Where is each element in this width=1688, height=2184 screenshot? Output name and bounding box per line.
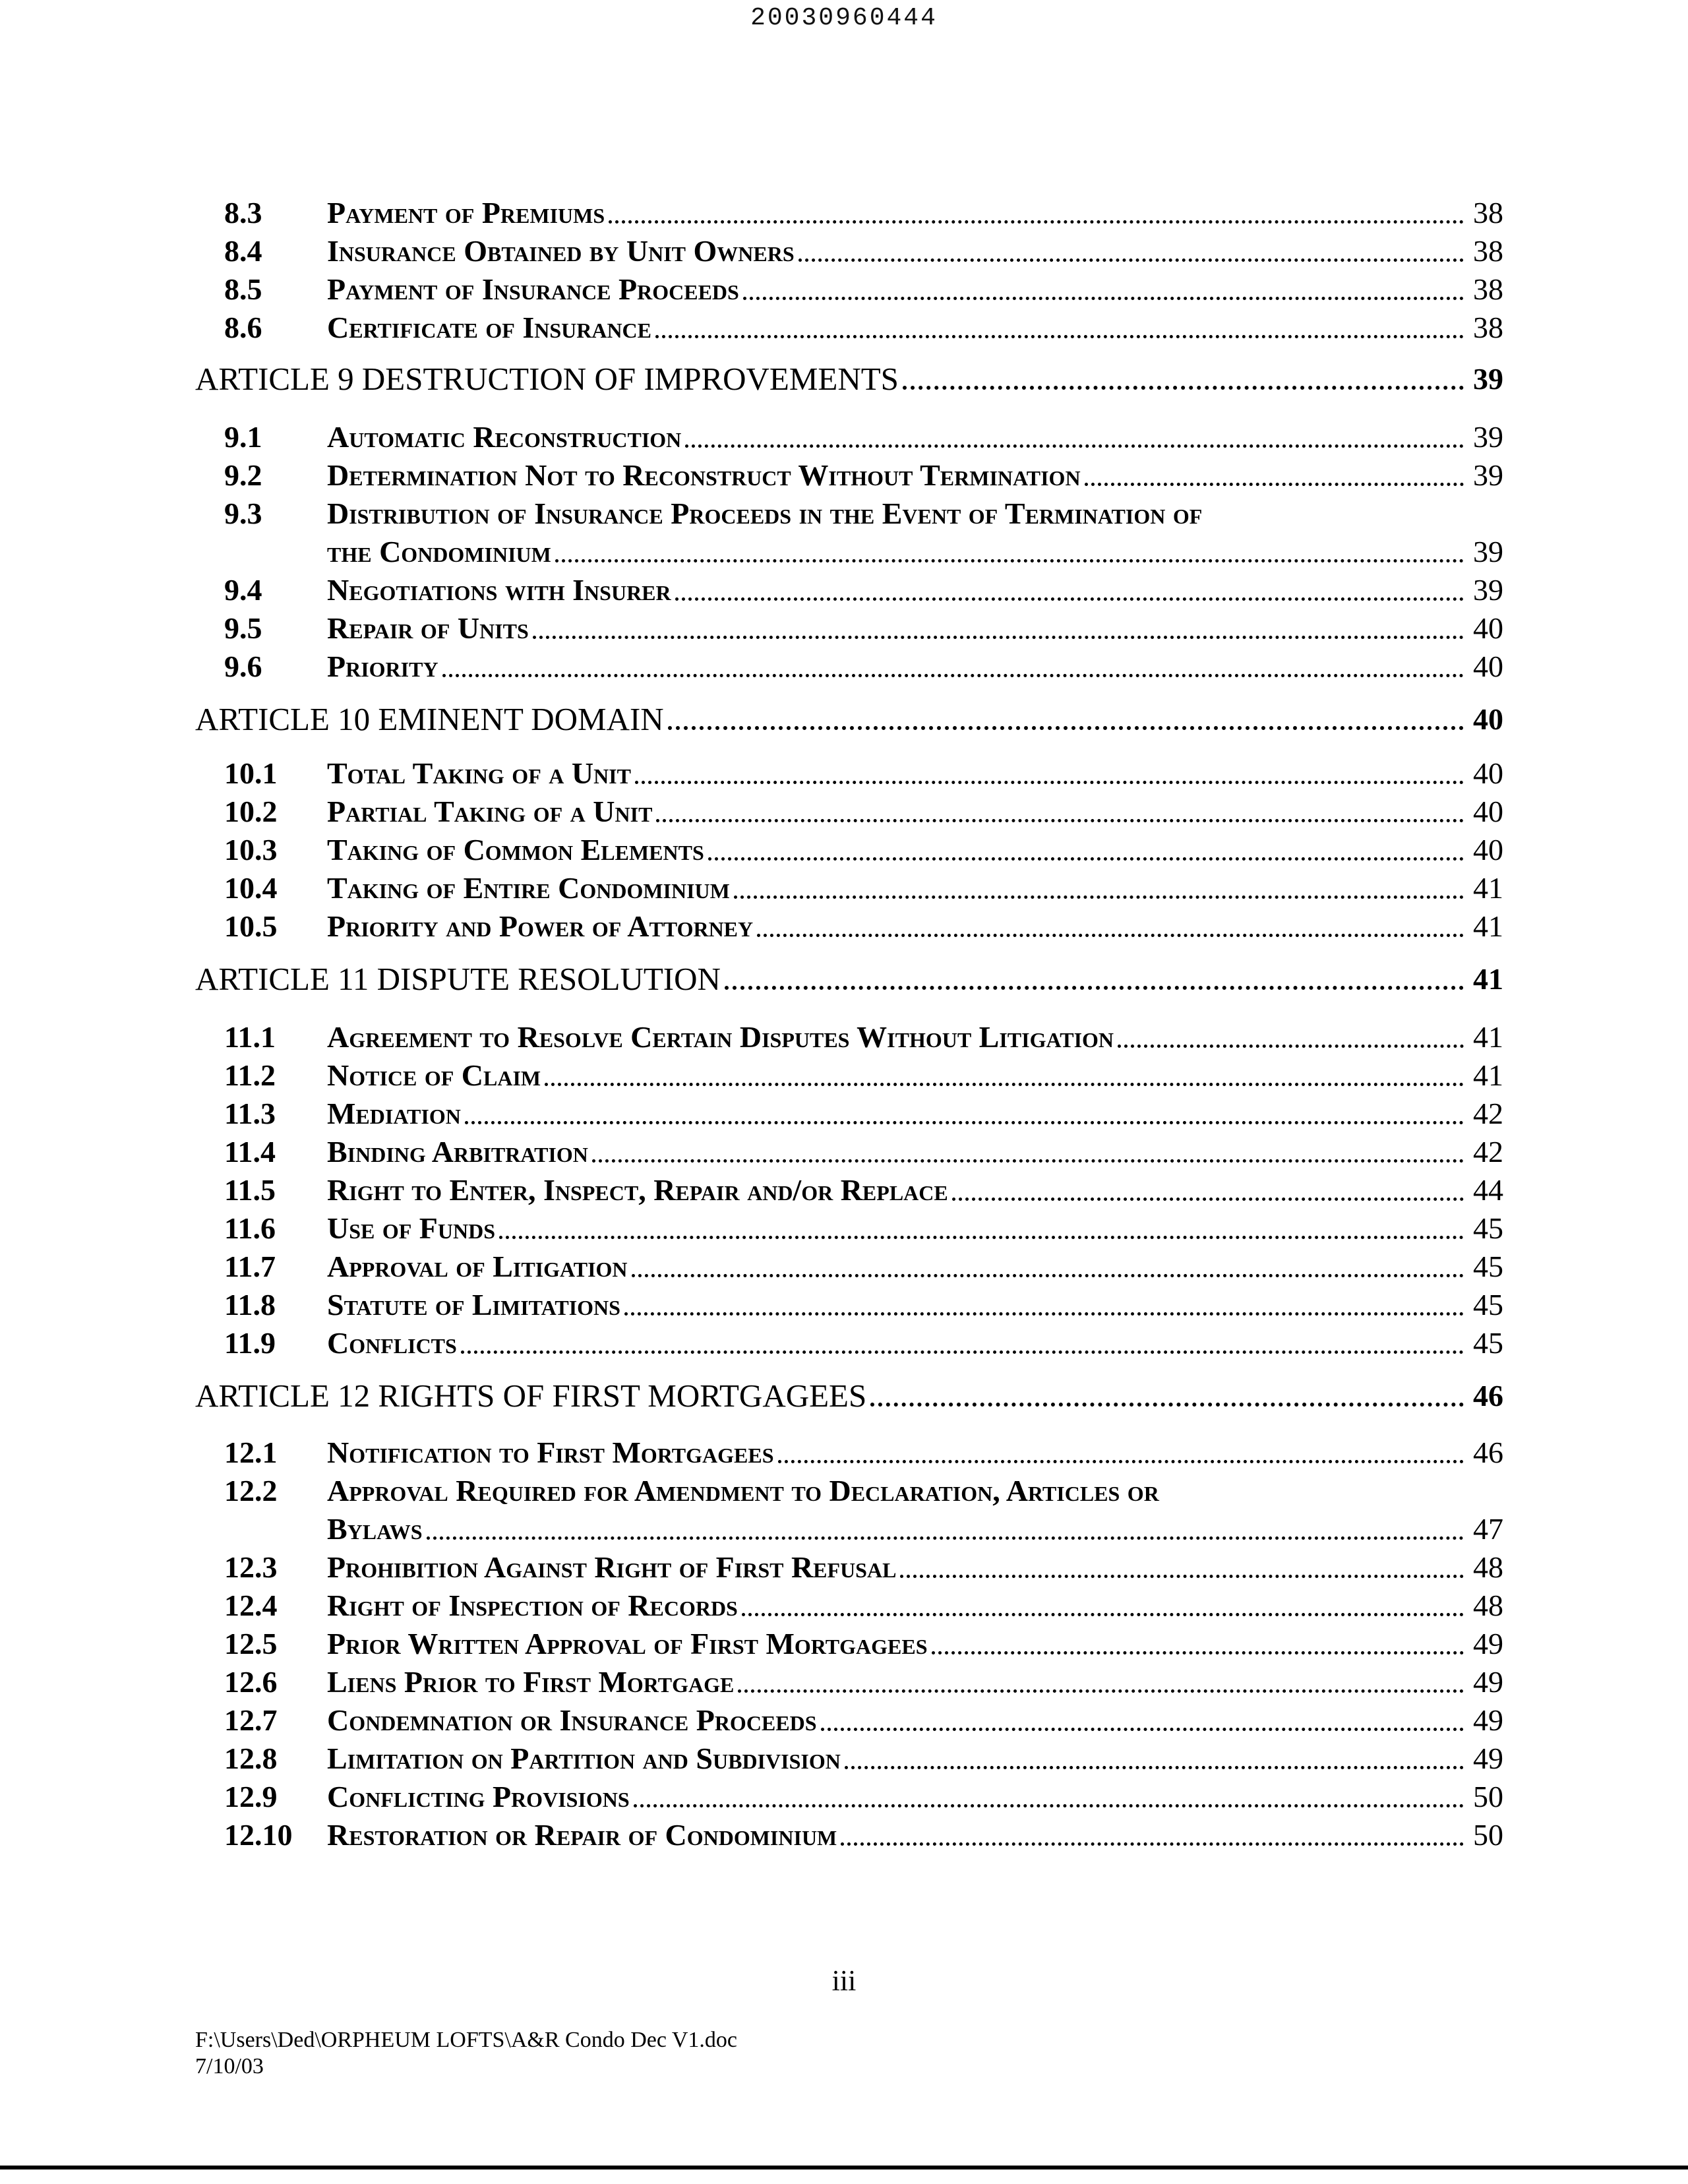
- toc-entry-11-7[interactable]: [224, 1249, 1503, 1285]
- section-number: 9.6: [224, 650, 262, 683]
- section-number: 10.3: [224, 833, 278, 866]
- toc-entry-11-9[interactable]: [224, 1325, 1503, 1361]
- section-title: Conflicts: [327, 1326, 457, 1360]
- toc-entry-8-3[interactable]: [224, 195, 1503, 231]
- toc-entry-8-6[interactable]: [224, 310, 1503, 346]
- section-number: 9.2: [224, 458, 262, 492]
- section-title: Statute of Limitations: [327, 1288, 620, 1321]
- page-ref: 41: [1473, 871, 1503, 905]
- toc-entry-10-1[interactable]: [224, 756, 1503, 791]
- toc-article-9[interactable]: [195, 361, 1503, 397]
- page-ref: 45: [1473, 1288, 1503, 1321]
- toc-entry-9-3-continued[interactable]: [327, 534, 1503, 570]
- section-number: 10.4: [224, 871, 278, 905]
- section-title: Negotiations with Insurer: [327, 573, 671, 607]
- dot-leader: [533, 636, 1464, 639]
- section-number: 12.10: [224, 1818, 293, 1852]
- page-ref: 42: [1473, 1097, 1503, 1130]
- toc-entry-10-4[interactable]: [224, 870, 1503, 906]
- dot-leader: [685, 444, 1464, 448]
- section-number: 11.5: [224, 1173, 276, 1207]
- section-title: Notice of Claim: [327, 1058, 541, 1092]
- toc-entry-11-2[interactable]: [224, 1058, 1503, 1093]
- section-title-line-2: Bylaws: [327, 1512, 423, 1546]
- section-title: Liens Prior to First Mortgage: [327, 1665, 735, 1699]
- page-ref: 41: [1473, 1058, 1503, 1092]
- page-ref: 45: [1473, 1211, 1503, 1245]
- section-title: Taking of Common Elements: [327, 833, 704, 866]
- dot-leader: [545, 1083, 1464, 1086]
- toc-article-12[interactable]: [195, 1378, 1503, 1414]
- page-ref: 48: [1473, 1589, 1503, 1622]
- section-title: Mediation: [327, 1097, 461, 1130]
- toc-entry-9-2[interactable]: [224, 458, 1503, 493]
- dot-leader: [870, 1403, 1464, 1407]
- dot-leader: [799, 258, 1464, 262]
- dot-leader: [442, 674, 1464, 677]
- section-number: 11.9: [224, 1326, 276, 1360]
- toc-entry-11-1[interactable]: [224, 1019, 1503, 1055]
- section-number: 11.4: [224, 1135, 276, 1168]
- dot-leader: [592, 1159, 1464, 1163]
- toc-entry-12-9[interactable]: [224, 1779, 1503, 1815]
- section-number: 11.7: [224, 1250, 276, 1283]
- section-title: Approval of Litigation: [327, 1250, 628, 1283]
- toc-entry-12-1[interactable]: [224, 1435, 1503, 1471]
- section-number: 10.2: [224, 795, 278, 828]
- page-ref: 49: [1473, 1627, 1503, 1660]
- page-ref: 49: [1473, 1665, 1503, 1699]
- page-ref: 44: [1473, 1173, 1503, 1207]
- toc-entry-11-8[interactable]: [224, 1287, 1503, 1323]
- section-number: 11.2: [224, 1058, 276, 1092]
- toc-entry-12-4[interactable]: [224, 1588, 1503, 1623]
- section-number: 12.5: [224, 1627, 278, 1660]
- dot-leader: [461, 1350, 1464, 1354]
- toc-entry-8-4[interactable]: [224, 233, 1503, 269]
- section-title: Automatic Reconstruction: [327, 420, 682, 454]
- toc-entry-12-8[interactable]: [224, 1741, 1503, 1776]
- section-title: Prior Written Approval of First Mortgagees: [327, 1627, 928, 1660]
- toc-entry-10-3[interactable]: [224, 832, 1503, 868]
- section-number: 9.4: [224, 573, 262, 607]
- toc-entry-9-4[interactable]: [224, 572, 1503, 608]
- section-title: Conflicting Provisions: [327, 1780, 630, 1813]
- section-number: 12.1: [224, 1436, 278, 1469]
- section-number: 12.3: [224, 1550, 278, 1584]
- article-title: ARTICLE 10 EMINENT DOMAIN: [195, 701, 664, 737]
- page-ref: 50: [1473, 1818, 1503, 1852]
- page-ref: 40: [1473, 795, 1503, 828]
- section-title: Payment of Premiums: [327, 196, 605, 229]
- toc-entry-11-5[interactable]: [224, 1172, 1503, 1208]
- section-number: 9.3: [224, 497, 262, 530]
- section-number: 9.1: [224, 420, 262, 454]
- toc-entry-10-5[interactable]: [224, 909, 1503, 944]
- dot-leader: [845, 1766, 1464, 1769]
- toc-entry-12-5[interactable]: [224, 1626, 1503, 1662]
- page-ref: 38: [1473, 234, 1503, 268]
- dot-leader: [465, 1121, 1464, 1124]
- toc-entry-9-6[interactable]: [224, 649, 1503, 684]
- dot-leader: [734, 895, 1464, 899]
- toc-entry-8-5[interactable]: [224, 272, 1503, 307]
- page-ref: 39: [1473, 362, 1503, 396]
- toc-entry-12-2[interactable]: [224, 1473, 1503, 1509]
- footer-date: 7/10/03: [195, 2054, 264, 2078]
- section-number: 11.3: [224, 1097, 276, 1130]
- section-title: Total Taking of a Unit: [327, 756, 631, 790]
- section-title: Priority: [327, 650, 438, 683]
- toc-entry-9-5[interactable]: [224, 611, 1503, 646]
- dot-leader: [634, 1804, 1464, 1807]
- dot-leader: [655, 335, 1464, 338]
- section-number: 12.8: [224, 1742, 278, 1775]
- section-title: Notification to First Mortgagees: [327, 1436, 774, 1469]
- section-number: 10.5: [224, 909, 278, 943]
- section-title: Insurance Obtained by Unit Owners: [327, 234, 795, 268]
- toc-entry-11-4[interactable]: [224, 1134, 1503, 1170]
- dot-leader: [725, 986, 1464, 990]
- section-number: 8.3: [224, 196, 262, 229]
- toc-entry-12-10[interactable]: [224, 1817, 1503, 1853]
- section-number: 12.9: [224, 1780, 278, 1813]
- page-ref: 41: [1473, 909, 1503, 943]
- dot-leader: [708, 857, 1464, 861]
- toc-entry-12-7[interactable]: [224, 1703, 1503, 1738]
- toc-article-10[interactable]: [195, 702, 1503, 737]
- section-number: 12.4: [224, 1589, 278, 1622]
- page-ref: 40: [1473, 611, 1503, 645]
- page-ref: 40: [1473, 702, 1503, 736]
- section-title-line-2: the Condominium: [327, 535, 551, 568]
- section-number: 8.6: [224, 311, 262, 344]
- section-number: 11.1: [224, 1020, 276, 1054]
- page-ref: 38: [1473, 196, 1503, 229]
- section-number: 11.6: [224, 1211, 276, 1245]
- dot-leader: [675, 597, 1464, 601]
- page-ref: 45: [1473, 1250, 1503, 1283]
- section-title: Determination Not to Reconstruct Without Termination: [327, 458, 1081, 492]
- dot-leader: [1085, 483, 1464, 486]
- page-ref: 41: [1473, 962, 1503, 996]
- dot-leader: [821, 1728, 1464, 1731]
- section-number: 12.2: [224, 1474, 278, 1507]
- toc-entry-12-3[interactable]: [224, 1550, 1503, 1585]
- section-title-line-1: Approval Required for Amendment to Declaration, Articles or: [327, 1474, 1159, 1507]
- section-number: 12.7: [224, 1703, 278, 1737]
- page-ref: 40: [1473, 756, 1503, 790]
- section-title: Priority and Power of Attorney: [327, 909, 754, 943]
- section-title: Right of Inspection of Records: [327, 1589, 738, 1622]
- page-ref: 47: [1473, 1512, 1503, 1546]
- section-number: 9.5: [224, 611, 262, 645]
- section-number: 10.1: [224, 756, 278, 790]
- page-ref: 40: [1473, 650, 1503, 683]
- dot-leader: [555, 559, 1464, 562]
- section-title: Right to Enter, Inspect, Repair and/or Replace: [327, 1173, 948, 1207]
- dot-leader: [499, 1236, 1464, 1239]
- page-ref: 42: [1473, 1135, 1503, 1168]
- section-number: 8.5: [224, 272, 262, 306]
- document-id: 20030960444: [750, 4, 938, 32]
- dot-leader: [427, 1536, 1464, 1540]
- section-title: Agreement to Resolve Certain Disputes Without Litigation: [327, 1020, 1114, 1054]
- page-ref: 39: [1473, 420, 1503, 454]
- page-ref: 38: [1473, 272, 1503, 306]
- section-title: Certificate of Insurance: [327, 311, 652, 344]
- bottom-rule: [0, 2166, 1688, 2169]
- dot-leader: [609, 220, 1464, 224]
- toc-entry-10-2[interactable]: [224, 794, 1503, 830]
- article-title: ARTICLE 12 RIGHTS OF FIRST MORTGAGEES: [195, 1378, 867, 1414]
- dot-leader: [1118, 1045, 1464, 1048]
- page-ref: 46: [1473, 1379, 1503, 1412]
- page-ref: 41: [1473, 1020, 1503, 1054]
- toc-entry-9-3[interactable]: [224, 496, 1503, 531]
- page-ref: 40: [1473, 833, 1503, 866]
- page-ref: 48: [1473, 1550, 1503, 1584]
- footer: [195, 2027, 737, 2080]
- section-title: Use of Funds: [327, 1211, 496, 1245]
- dot-leader: [952, 1198, 1464, 1201]
- dot-leader: [738, 1689, 1464, 1693]
- dot-leader: [656, 819, 1464, 822]
- dot-leader: [635, 781, 1464, 784]
- section-number: 11.8: [224, 1288, 276, 1321]
- dot-leader: [932, 1651, 1464, 1654]
- page-ref: 45: [1473, 1326, 1503, 1360]
- dot-leader: [841, 1842, 1464, 1846]
- dot-leader: [632, 1274, 1464, 1277]
- toc-entry-12-2-continued[interactable]: [327, 1511, 1503, 1547]
- dot-leader: [742, 1613, 1464, 1616]
- toc-entry-11-6[interactable]: [224, 1211, 1503, 1246]
- footer-file-path: F:\Users\Ded\ORPHEUM LOFTS\A&R Condo Dec V1.doc: [195, 2028, 737, 2052]
- dot-leader: [778, 1460, 1464, 1463]
- dot-leader: [757, 934, 1464, 937]
- section-title: Payment of Insurance Proceeds: [327, 272, 739, 306]
- page-ref: 39: [1473, 458, 1503, 492]
- toc-article-11[interactable]: [195, 961, 1503, 997]
- section-number: 12.6: [224, 1665, 278, 1699]
- page-number: iii: [831, 1964, 857, 1997]
- dot-leader: [624, 1312, 1464, 1316]
- section-number: 8.4: [224, 234, 262, 268]
- section-title: Partial Taking of a Unit: [327, 795, 653, 828]
- page-ref: 49: [1473, 1703, 1503, 1737]
- section-title: Condemnation or Insurance Proceeds: [327, 1703, 817, 1737]
- page-ref: 39: [1473, 573, 1503, 607]
- section-title-line-1: Distribution of Insurance Proceeds in the Event of Termination of: [327, 497, 1203, 530]
- page-ref: 38: [1473, 311, 1503, 344]
- dot-leader: [668, 726, 1464, 730]
- page-ref: 46: [1473, 1436, 1503, 1469]
- section-title: Repair of Units: [327, 611, 529, 645]
- article-title: ARTICLE 9 DESTRUCTION OF IMPROVEMENTS: [195, 361, 899, 397]
- section-title: Taking of Entire Condominium: [327, 871, 730, 905]
- section-title: Limitation on Partition and Subdivision: [327, 1742, 841, 1775]
- section-title: Prohibition Against Right of First Refusal: [327, 1550, 897, 1584]
- page-ref: 50: [1473, 1780, 1503, 1813]
- page-ref: 49: [1473, 1742, 1503, 1775]
- dot-leader: [900, 1575, 1464, 1578]
- toc-entry-12-6[interactable]: [224, 1664, 1503, 1700]
- dot-leader: [743, 297, 1464, 300]
- toc-entry-11-3[interactable]: [224, 1096, 1503, 1132]
- article-title: ARTICLE 11 DISPUTE RESOLUTION: [195, 961, 721, 997]
- section-title: Binding Arbitration: [327, 1135, 588, 1168]
- toc-entry-9-1[interactable]: [224, 419, 1503, 455]
- page-ref: 39: [1473, 535, 1503, 568]
- section-title: Restoration or Repair of Condominium: [327, 1818, 837, 1852]
- dot-leader: [903, 386, 1464, 390]
